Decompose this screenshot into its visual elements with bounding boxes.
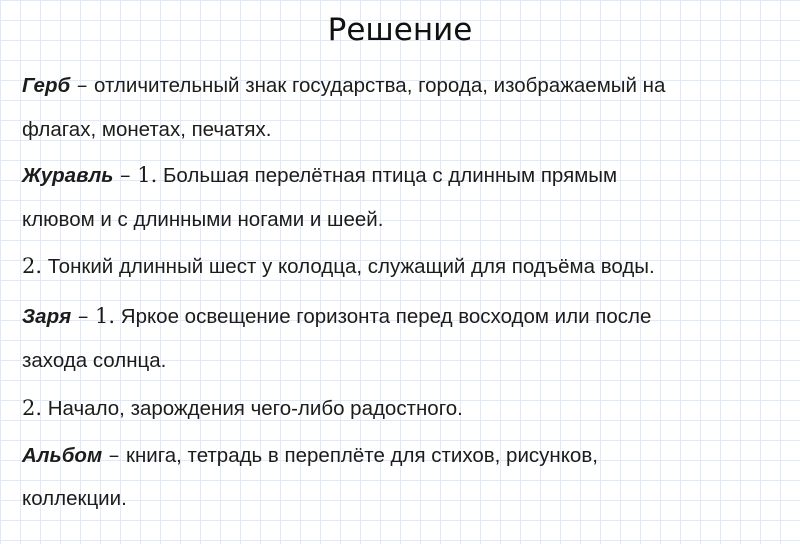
dash: – [71,304,96,328]
definition-text: Большая перелётная птица с длинным прямым [157,164,618,187]
definition-zhuravl-line-1 [22,162,617,189]
term-gerb: Герб [22,74,71,97]
term-zhuravl: Журавль [22,164,114,187]
meaning-number: 1. [137,163,158,187]
definition-text: отличительный знак государства, города, изображаемый на [94,74,666,97]
definition-zarya-meaning-2 [22,395,463,422]
definition-text: захода солнца. [22,349,167,372]
definition-zhuravl-line-2 [22,207,383,233]
dash: – [102,443,126,467]
dash: – [70,73,95,97]
definition-zarya-line-2 [22,348,166,374]
meaning-number: 1. [95,304,116,328]
page-title: Решение [327,12,473,48]
definition-text: книга, тетрадь в переплёте для стихов, рисунков, [125,444,598,467]
definition-text: флагах, монетах, печатях. [22,118,272,141]
term-albom: Альбом [22,444,103,467]
definition-gerb-line-2 [22,117,271,143]
meaning-number: 2. [22,396,43,420]
definition-text: коллекции. [22,487,127,510]
dash: – [113,163,138,187]
definition-zhuravl-meaning-2 [22,253,655,280]
definition-gerb-line-1 [22,72,665,99]
definition-albom-line-2 [22,486,127,512]
meaning-number: 2. [22,254,43,278]
definition-zarya-line-1 [22,303,651,330]
term-zarya: Заря [22,305,72,328]
definition-text: Яркое освещение горизонта перед восходом или после [115,305,652,328]
definition-text: Тонкий длинный шест у колодца, служащий для подъёма воды. [42,255,655,278]
definition-text: Начало, зарождения чего-либо радостного. [42,397,463,420]
definition-text: клювом и с длинными ногами и шеей. [22,208,384,231]
definition-albom-line-1 [22,442,598,469]
